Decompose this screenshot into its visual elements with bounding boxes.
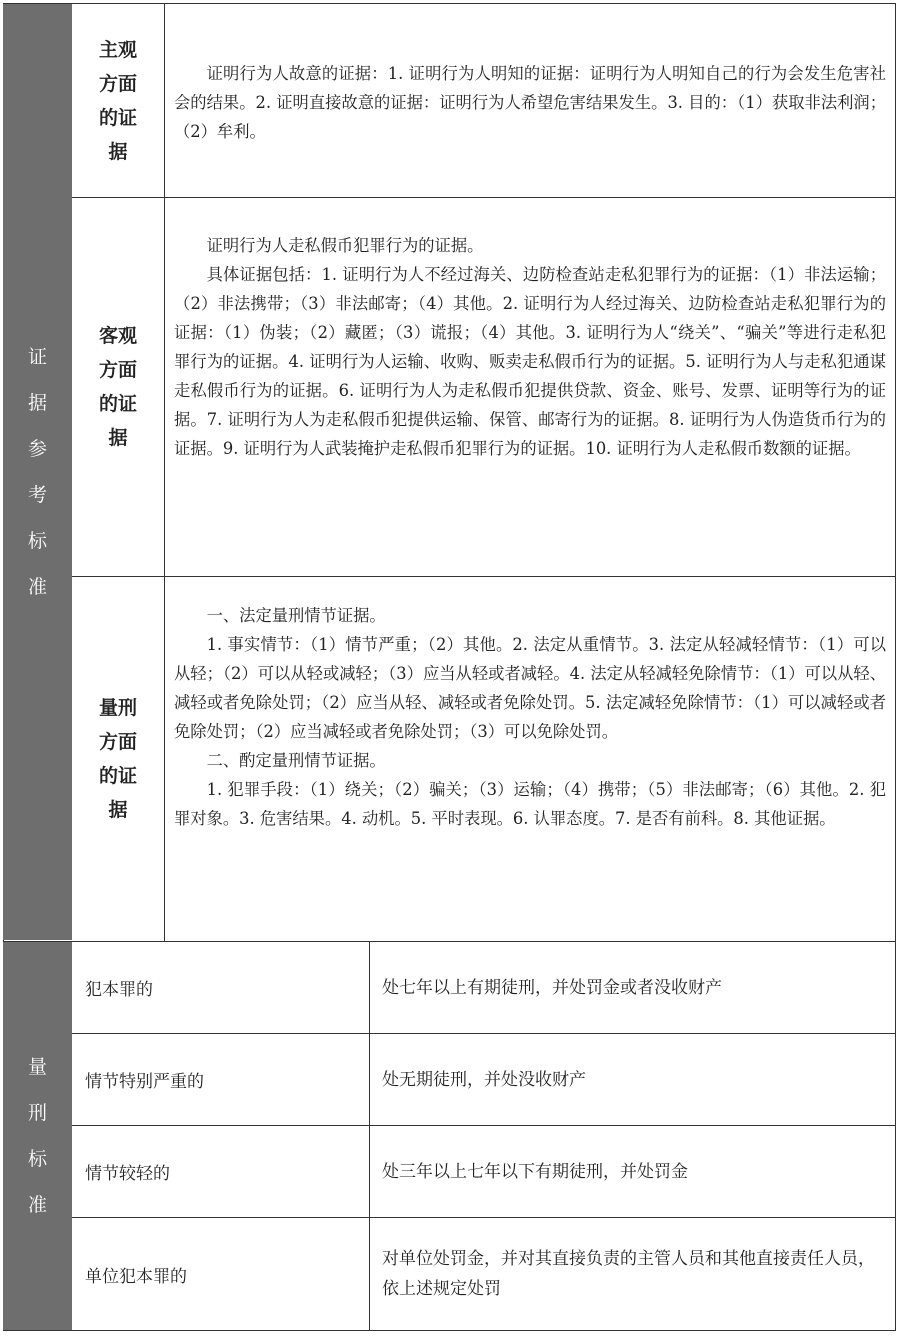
- paragraph: 证明行为人故意的证据：1. 证明行为人明知的证据：证明行为人明知自己的行为会发生危害社会的结果。2. 证明直接故意的证据：证明行为人希望危害结果发生。3. 目的：（1）获取非法利润；（2）牟利。: [174, 64, 886, 141]
- sentencing-penalty: 处无期徒刑，并处没收财产: [382, 1069, 586, 1090]
- objective-evidence-content: [174, 231, 886, 463]
- sentencing-penalty: 处三年以上七年以下有期徒刑，并处罚金: [382, 1161, 688, 1182]
- sentencing-section-header: [3, 942, 72, 1330]
- divider: [72, 576, 895, 577]
- sentencing-condition: 单位犯本罪的: [85, 1266, 187, 1287]
- divider: [72, 197, 895, 198]
- sentencing-condition: 犯本罪的: [85, 980, 153, 1000]
- sentencing-evidence-content: [174, 601, 886, 833]
- subjective-evidence-label: 主观方面的证据: [98, 38, 137, 163]
- sentencing-evidence-label: 量刑方面的证据: [98, 697, 137, 821]
- sentencing-condition: 情节较轻的: [85, 1164, 170, 1184]
- evidence-section-label: 证据参考标准: [27, 346, 47, 598]
- sentencing-section-label: 量刑标准: [27, 1056, 47, 1216]
- sentencing-condition: 情节特别严重的: [85, 1072, 204, 1092]
- subjective-evidence-content: [174, 59, 886, 146]
- divider: [369, 942, 370, 1330]
- paragraph: 证明行为人走私假币犯罪行为的证据。: [206, 236, 484, 255]
- divider: [164, 4, 165, 941]
- sentencing-penalty: 对单位处罚金，并对其直接负责的主管人员和其他直接责任人员，依上述规定处罚: [382, 1249, 875, 1299]
- paragraph: 1. 事实情节：（1）情节严重；（2）其他。2. 法定从重情节。3. 法定从轻减轻情节：（1）可以从轻；（2）可以从轻或减轻；（3）应当从轻或者减轻。4. 法定从轻减轻免除情节：（1）可以从轻、减轻或者免除处罚；（2）应当从轻、减轻或者免除处罚。5. 法定减轻免除情节：（1）可以减轻或者免除处罚；（2）应当减轻或者免除处罚；（3）可以免除处罚。: [174, 635, 886, 741]
- paragraph: 二、酌定量刑情节证据。: [206, 751, 386, 770]
- paragraph: 具体证据包括：1. 证明行为人不经过海关、边防检查站走私犯罪行为的证据：（1）非法运输；（2）非法携带；（3）非法邮寄；（4）其他。2. 证明行为人经过海关、边防检查站走私犯罪行为的证据：（1）伪装；（2）藏匿；（3）谎报；（4）其他。3. 证明行为人“绕关”、“骗关”等进行走私犯罪行为的证据。4. 证明行为人运输、收购、贩卖走私假币行为的证据。5. 证明行为人与走私犯通谋走私假币行为的证据。6. 证明行为人为走私假币犯提供贷款、资金、账号、发票、证明等行为的证据。7. 证明行为人为走私假币犯提供运输、保管、邮寄行为的证据。8. 证明行为人伪造货币行为的证据。9. 证明行为人武装掩护走私假币犯罪行为的证据。10. 证明行为人走私假币数额的证据。: [174, 265, 886, 458]
- paragraph: 一、法定量刑情节证据。: [206, 606, 386, 625]
- sentencing-penalty: 处七年以上有期徒刑，并处罚金或者没收财产: [382, 977, 722, 998]
- evidence-section-header: [3, 4, 72, 940]
- objective-evidence-label: 客观方面的证据: [98, 325, 137, 449]
- paragraph: 1. 犯罪手段：（1）绕关；（2）骗关；（3）运输；（4）携带；（5）非法邮寄；（6）其他。2. 犯罪对象。3. 危害结果。4. 动机。5. 平时表现。6. 认罪态度。7. 是否有前科。8. 其他证据。: [174, 780, 886, 828]
